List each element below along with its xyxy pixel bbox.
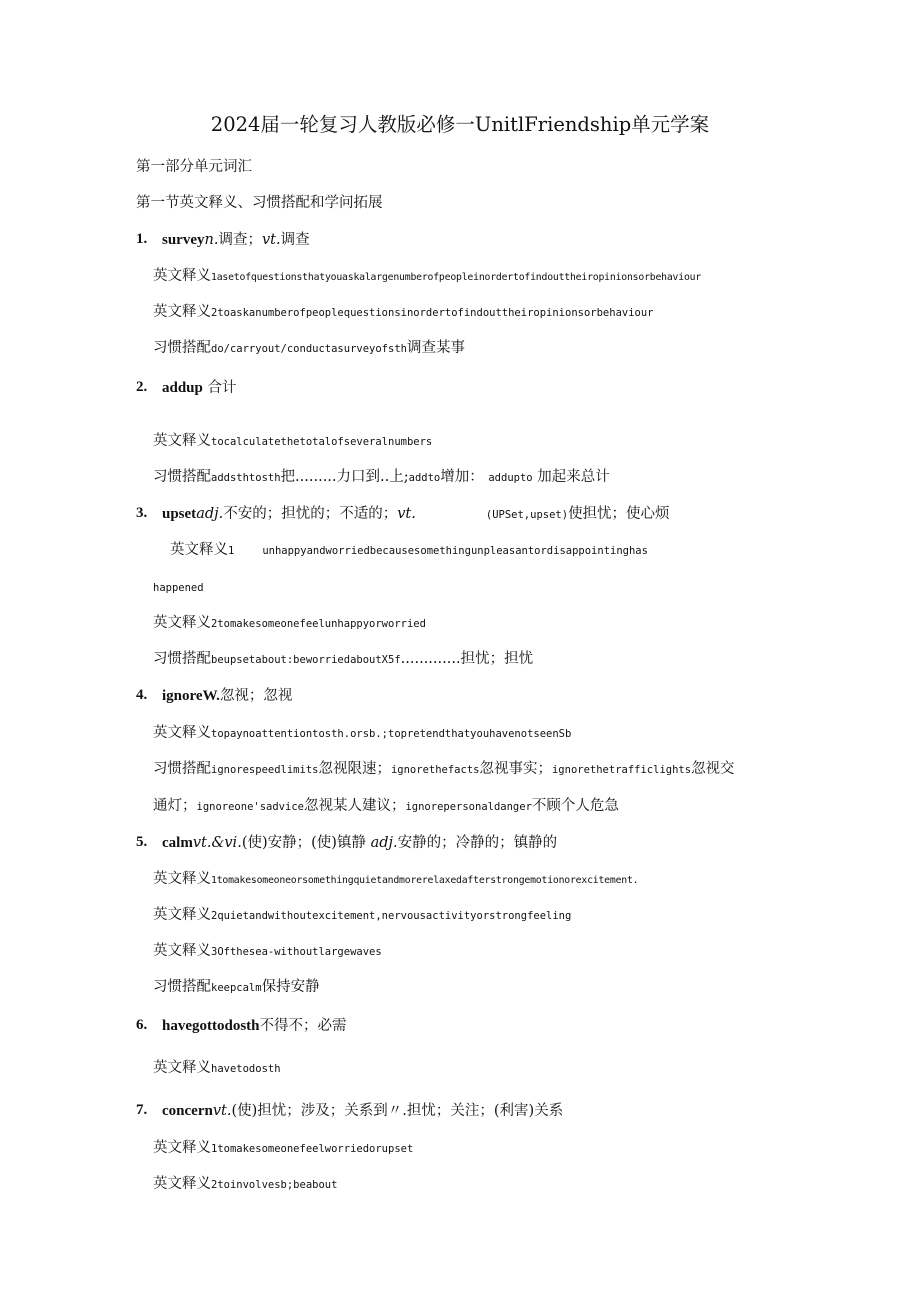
definition-text: havetodosth <box>211 1063 281 1075</box>
entry-number: 1. <box>136 231 148 247</box>
line-label: 英文释义 <box>153 268 211 284</box>
headword: havegottodosth <box>162 1018 260 1034</box>
definition-line <box>153 267 701 287</box>
collocation-text: ignorepersonaldanger <box>405 801 532 813</box>
meaning: 忽视；忽视 <box>219 688 293 704</box>
definition-line <box>153 724 571 743</box>
collocation-continuation <box>153 797 619 816</box>
part-of-speech: n. <box>204 232 219 248</box>
entry-number: 4. <box>136 687 148 703</box>
entry-number: 6. <box>136 1017 148 1033</box>
entry-headword-line <box>162 505 670 524</box>
collocation-text: keepcalm <box>211 982 262 994</box>
meaning: 安静的；冷静的；镇静的 <box>397 835 558 851</box>
headword: upset <box>162 506 197 522</box>
headword: ignore <box>162 688 203 704</box>
definition-text: 1tomakesomeoneorsomethingquietandmorerelaxedafterstrongemotionorexcitement. <box>211 875 639 886</box>
definition-line <box>153 1175 337 1194</box>
entry-headword-line <box>162 379 236 397</box>
line-label: 英文释义 <box>153 433 211 449</box>
meaning: 使担忧；使心烦 <box>568 506 670 522</box>
collocation-text: ignoreone'sadvice <box>196 801 304 813</box>
collocation-meaning: 增加： <box>440 469 484 485</box>
collocation-line <box>153 760 735 779</box>
collocation-meaning: 忽视交 <box>691 761 735 777</box>
headword: survey <box>162 232 205 248</box>
line-label: 英文释义 <box>153 943 211 959</box>
definition-text: 2tomakesomeonefeelunhappyorworried <box>211 618 426 630</box>
definition-line <box>153 614 426 633</box>
definition-text: 2quietandwithoutexcitement,nervousactivityorstrongfeeling <box>211 910 572 922</box>
definition-text: 3Ofthesea-withoutlargewaves <box>211 946 382 958</box>
definition-continuation <box>153 578 204 597</box>
meaning: 调查； <box>218 232 262 248</box>
meaning: (使)担忧；涉及；关系到〃.担忧；关注；(利害)关系 <box>231 1103 564 1119</box>
collocation-text: ignorespeedlimits <box>211 764 319 776</box>
collocation-meaning: 不顾个人危急 <box>531 798 619 814</box>
collocation-meaning: 加起来总计 <box>537 469 610 485</box>
line-label: 习惯搭配 <box>153 979 211 995</box>
collocation-meaning: .............担忧；担忧 <box>400 651 534 667</box>
collocation-meaning: 把.........力口到..上; <box>280 469 409 485</box>
collocation-text: addupto <box>488 472 533 484</box>
part-of-speech: vt. <box>261 232 281 248</box>
definition-text: unhappyandworriedbecausesomethingunpleasantordisappointinghas <box>262 545 648 557</box>
meaning: 不得不；必需 <box>259 1018 347 1034</box>
collocation-meaning: 忽视限速； <box>318 761 391 777</box>
entry-headword-line <box>162 687 292 705</box>
document-title: 2024届一轮复习人教版必修一UnitlFriendship单元学案 <box>210 113 710 136</box>
part-of-speech: adj. <box>370 835 398 851</box>
definition-line <box>170 541 648 560</box>
line-label: 英文释义 <box>153 615 211 631</box>
line-label: 习惯搭配 <box>153 651 211 667</box>
line-label: 英文释义 <box>153 304 211 320</box>
collocation-text: addsthtosth <box>211 472 281 484</box>
entry-number: 5. <box>136 834 148 850</box>
collocation-text: addto <box>408 472 441 484</box>
collocation-text: beupsetabout:beworriedaboutX5f <box>211 654 401 666</box>
definition-line <box>153 870 638 890</box>
collocation-line <box>153 468 610 487</box>
meaning: 不安的；担忧的；不适的； <box>223 506 398 522</box>
part-of-speech: vt. <box>397 506 416 522</box>
collocation-meaning: 调查某事 <box>406 340 465 356</box>
collocation-text: do/carryout/conductasurveyofsth <box>211 343 407 355</box>
line-label: 英文释义 <box>170 542 228 558</box>
entry-headword-line <box>162 231 310 249</box>
entry-number: 2. <box>136 379 148 395</box>
definition-line <box>153 906 571 925</box>
line-label: 英文释义 <box>153 1060 211 1076</box>
entry-number: 3. <box>136 505 148 521</box>
definition-text: 2toinvolvesb;beabout <box>211 1179 338 1191</box>
collocation-meaning: 保持安静 <box>261 979 320 995</box>
definition-text: topaynoattentiontosth.orsb.;topretendthatyouhavenotseenSb <box>211 728 572 740</box>
part-of-speech: vt. <box>212 1103 232 1119</box>
entry-headword-line <box>162 1102 563 1120</box>
collocation-line <box>153 978 320 997</box>
definition-line <box>153 1059 281 1078</box>
line-label: 习惯搭配 <box>153 761 211 777</box>
definition-line <box>153 432 432 451</box>
collocation-line <box>153 650 533 669</box>
definition-line <box>153 303 654 322</box>
line-label: 英文释义 <box>153 907 211 923</box>
headword: concern <box>162 1103 213 1119</box>
line-label: 英文释义 <box>153 871 211 887</box>
line-label: 习惯搭配 <box>153 340 211 356</box>
definition-text: tocalculatethetotalofseveralnumbers <box>211 436 433 448</box>
section-heading: 第一节英文释义、习惯搭配和学问拓展 <box>136 195 383 211</box>
part-heading: 第一部分单元词汇 <box>136 159 252 175</box>
meaning: (使)安静；(使)镇静 <box>241 835 366 851</box>
definition-text: happened <box>153 582 204 594</box>
headword: addup <box>162 380 203 396</box>
collocation-meaning: 忽视事实； <box>479 761 552 777</box>
verb-forms: (UPSet,upset) <box>485 509 569 521</box>
definition-text: 1asetofquestionsthatyouaskalargenumberofpeopleinordertofindouttheiropinionsorbehaviour <box>211 272 702 283</box>
collocation-line <box>153 339 465 358</box>
entry-headword-line <box>162 834 557 852</box>
part-of-speech: adj. <box>196 506 224 522</box>
entry-headword-line <box>162 1017 347 1035</box>
part-of-speech: vt.&vi. <box>192 835 242 851</box>
definition-text: 1tomakesomeonefeelworriedorupset <box>211 1143 414 1155</box>
meaning: 合计 <box>207 380 237 396</box>
headword: calm <box>162 835 193 851</box>
definition-number: 1 <box>228 545 235 557</box>
meaning: 调查 <box>280 232 310 248</box>
definition-line <box>153 1139 413 1158</box>
collocation-meaning: 通灯； <box>153 798 197 814</box>
line-label: 习惯搭配 <box>153 469 211 485</box>
line-label: 英文释义 <box>153 725 211 741</box>
definition-text: 2toaskanumberofpeoplequestionsinordertofindouttheiropinionsorbehaviour <box>211 307 654 319</box>
collocation-meaning: 忽视某人建议； <box>303 798 406 814</box>
definition-line <box>153 942 382 961</box>
part-of-speech: W. <box>202 688 220 704</box>
line-label: 英文释义 <box>153 1176 211 1192</box>
line-label: 英文释义 <box>153 1140 211 1156</box>
collocation-text: ignorethetrafficlights <box>551 764 692 776</box>
collocation-text: ignorethefacts <box>390 764 480 776</box>
entry-number: 7. <box>136 1102 148 1118</box>
